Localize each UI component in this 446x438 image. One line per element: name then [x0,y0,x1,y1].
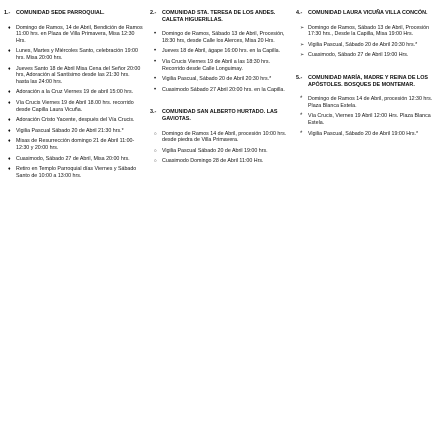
diamond-bullet-icon [8,166,11,173]
schedule-item-text: Cuasimodo Sábado 27 Abril 20:00 hrs. en la Capilla. [162,86,285,93]
schedule-item-text: Domingo de Ramos, Sábado 13 de Abril, Procesión, 18:30 hrs, desde Calle los Alerces, Misa 20 Hrs. [162,31,285,44]
column-3 [296,10,442,153]
diamond-bullet-icon [8,89,11,96]
schedule-item [4,166,144,179]
schedule-item [4,66,144,86]
section-heading [150,10,290,23]
diamond-bullet-icon [8,100,11,107]
section-number: 5.- [296,74,303,81]
schedule-item-text: Adoración Cristo Yacente, después del Vía Crucis. [16,117,135,124]
schedule-item [150,131,290,144]
section-number: 2.- [150,10,157,16]
community-section [150,109,290,165]
schedule-list [4,25,144,180]
section-heading [296,10,442,17]
circ-bullet-icon [154,148,157,155]
community-section [296,10,442,59]
schedule-item-text: Vigilia Pascual Sábado 20 de Abril 21:30 hrs.* [16,127,124,134]
diamond-bullet-icon [8,66,11,73]
star-bullet-icon [300,96,302,103]
arrow-bullet-icon [300,42,304,49]
schedule-list [296,96,442,137]
arrow-bullet-icon [300,52,304,59]
diamond-bullet-icon [8,117,11,124]
schedule-item-text: Retiro en Templo Parroquial días Viernes y Sábado Santo de 10:00 a 13:00 hrs. [16,166,137,179]
circ-bullet-icon [154,131,157,138]
schedule-item-text: Cuasimodo Domingo 28 de Abril 11:00 Hrs. [162,158,264,165]
diamond-bullet-icon [8,156,11,163]
schedule-item [150,76,290,83]
schedule-item [150,59,290,72]
schedule-item [150,158,290,165]
schedule-item-text: Domingo de Ramos 14 de Abril, procesión 12:30 hrs. Plaza Blanca Estela. [308,96,433,109]
schedule-item [296,131,442,138]
section-heading [150,109,290,122]
diamond-bullet-icon [8,48,11,55]
section-title: COMUNIDAD MARÍA, MADRE Y REINA DE LOS APÓSTOLES. BOSQUES DE MONTEMAR. [308,74,428,88]
schedule-item-text: Jueves Santo 18 de Abril Misa Cena del Señor 20:00 hrs, Adoración al Santísimo desde las 21:30 hrs. hasta las 24:00 hrs. [16,65,141,85]
community-section [4,10,144,179]
community-section [296,75,442,137]
schedule-item [150,48,290,55]
schedule-item-text: Jueves 18 de Abril, ágape 16:00 hrs. en la Capilla. [162,48,281,55]
schedule-item-text: Vigilia Pascual, Sábado 20 de Abril 20:30 hrs.* [308,41,418,48]
schedule-list [150,131,290,165]
schedule-item [150,87,290,94]
column-1 [4,10,144,195]
schedule-item-text: Domingo de Ramos, 14 de Abril, Bendición de Ramos 11:00 hrs. en Plaza de Villa Primavera, Misa 12:30 Hrs. [16,24,143,44]
diamond-bullet-icon [8,25,11,32]
schedule-item-text: Cuasimodo, Sábado 27 de Abril 19:00 Hrs. [308,52,409,59]
schedule-item [4,48,144,61]
star-bullet-icon [300,113,302,120]
section-heading [4,10,144,17]
schedule-item [4,156,144,163]
dot-bullet-icon [154,48,156,55]
community-section [150,10,290,93]
schedule-item-text: Cuasimodo, Sábado 27 de Abril, Misa 20:00 hrs. [16,155,130,162]
schedule-item-text: Vigilia Pascual Sábado 20 de Abril 19:00 hrs. [162,147,268,154]
column-2 [150,10,290,181]
schedule-item [150,148,290,155]
schedule-item [4,25,144,45]
star-bullet-icon [300,131,302,138]
section-number: 4.- [296,10,303,16]
schedule-item-text: Vigilia Pascual, Sábado 20 de Abril 20:30 hrs.* [162,76,272,83]
schedule-item [4,117,144,124]
dot-bullet-icon [154,59,156,66]
schedule-list [150,31,290,93]
diamond-bullet-icon [8,128,11,135]
arrow-bullet-icon [300,25,304,32]
schedule-item [4,100,144,113]
schedule-item-text: Domingo de Ramos, Sábado 13 de Abril, Procesión 17:30 hrs., Desde la Capilla, Misa 19:00 Hrs. [308,24,430,38]
section-number: 1.- [4,10,11,16]
schedule-item [4,128,144,135]
schedule-item [296,42,442,49]
schedule-item [296,96,442,109]
diamond-bullet-icon [8,138,11,145]
schedule-item-text: Lunes, Martes y Miércoles Santo, celebración 19:00 hrs. Misa 20:00 hrs. [16,48,138,61]
schedule-item [4,89,144,96]
dot-bullet-icon [154,76,156,83]
schedule-item-text: Domingo de Ramos 14 de Abril, procesión 10:00 hrs. desde piedra de Villa Primavera. [162,130,287,144]
schedule-item-text: Misas de Resurrección domingo 21 de Abril 11:00-12:30 y 20:00 hrs. [16,138,135,151]
schedule-item [4,138,144,151]
schedule-item-text: Vía Crucis, Viernes 19 Abril 12:00 Hrs. Plaza Blanca Estela. [308,113,431,126]
section-title: COMUNIDAD SEDE PARROQUIAL. [16,10,105,16]
schedule-item-text: Adoración a la Cruz Viernes 19 de abril 15:00 hrs. [16,89,134,96]
section-title: COMUNIDAD LAURA VICUÑA VILLA CONCÓN. [308,10,428,16]
schedule-item [296,25,442,38]
schedule-list [296,25,442,59]
dot-bullet-icon [154,31,156,38]
schedule-item [296,52,442,59]
schedule-item-text: Vigilia Pascual, Sábado 20 de Abril 19:00 Hrs.* [308,130,419,137]
schedule-item-text: Vía Crucis Viernes 19 de Abril a las 18:30 hrs. Recorrido desde Calle Longuimay. [162,58,270,72]
schedule-item [296,113,442,126]
section-title: COMUNIDAD STA. TERESA DE LOS ANDES. CALETA HIGUERILLAS. [162,10,276,23]
section-title: COMUNIDAD SAN ALBERTO HURTADO. LAS GAVIOTAS. [162,109,278,122]
circ-bullet-icon [154,158,157,165]
dot-bullet-icon [154,87,156,94]
schedule-item [150,31,290,44]
schedule-item-text: Vía Crucis Viernes 19 de Abril 18.00 hrs. recorrido desde Capilla Laura Vicuña. [16,99,134,113]
section-heading [296,75,442,88]
section-number: 3.- [150,109,157,116]
